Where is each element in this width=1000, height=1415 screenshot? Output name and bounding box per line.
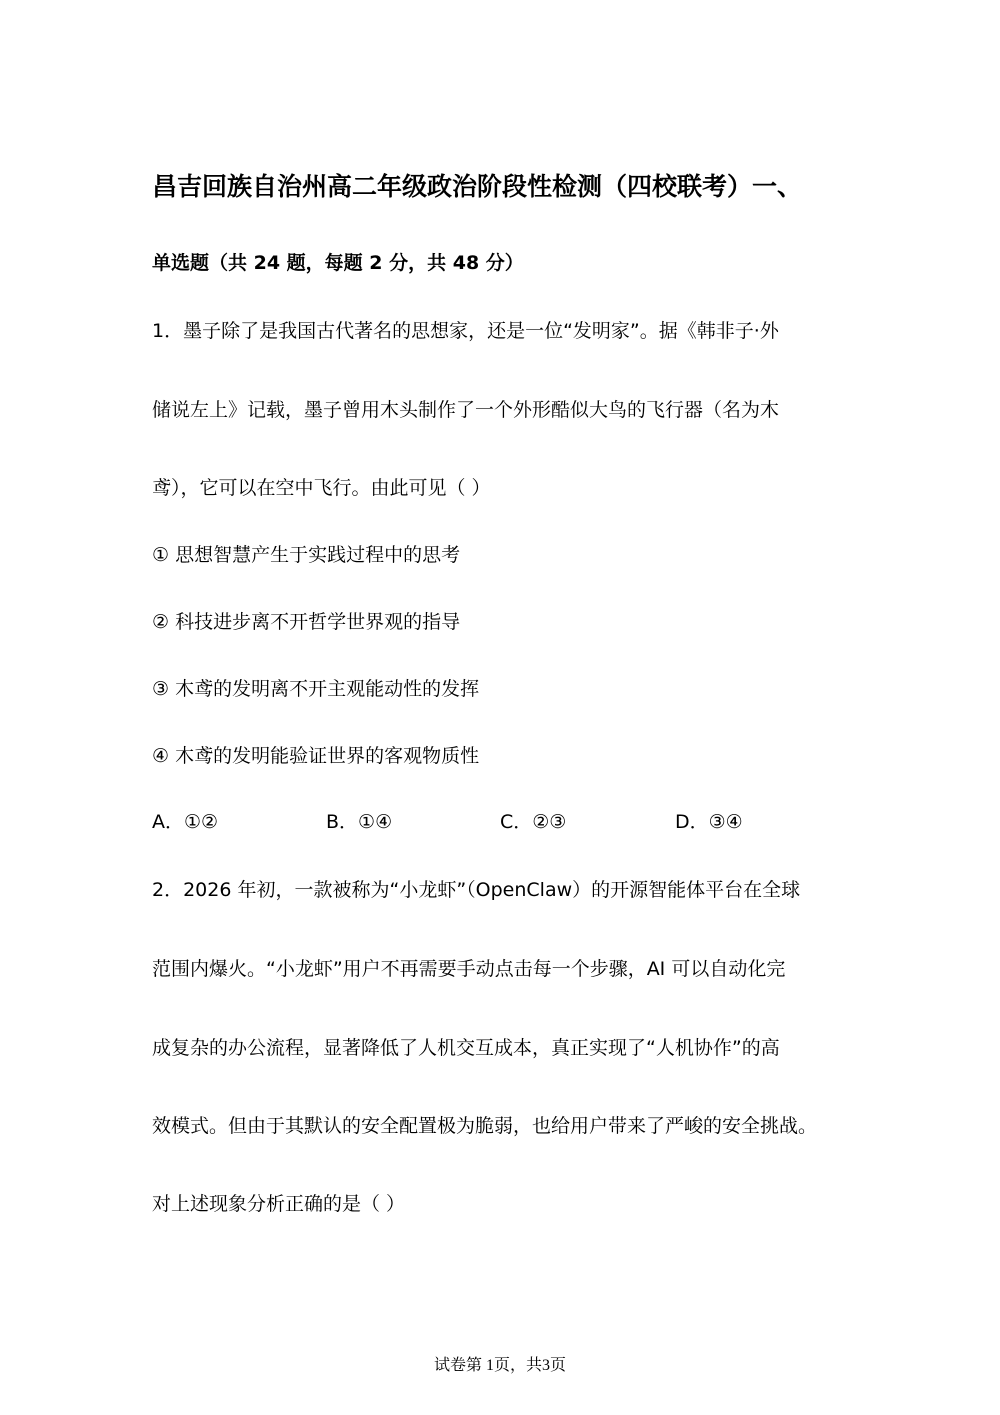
question-2-line-4: 效模式。但由于其默认的安全配置极为脆弱，也给用户带来了严峻的安全挑战。 [152, 1115, 818, 1137]
question-1-statement-2: ② 科技进步离不开哲学世界观的指导 [152, 611, 461, 633]
question-1-line-1: 1．墨子除了是我国古代著名的思想家，还是一位“发明家”。据《韩非子·外 [152, 320, 779, 342]
question-1-option-b: B．①④ [326, 811, 393, 833]
exam-title: 昌吉回族自治州高二年级政治阶段性检测（四校联考）一、 [152, 172, 803, 201]
page-footer: 试卷第 1页，共3页 [433, 1357, 566, 1374]
question-1-option-a: A．①② [152, 811, 219, 833]
question-1-statement-1: ① 思想智慧产生于实践过程中的思考 [152, 544, 461, 566]
question-2-line-2: 范围内爆火。“小龙虾”用户不再需要手动点击每一个步骤，AI 可以自动化完 [152, 958, 786, 980]
question-2-line-1: 2．2026 年初，一款被称为“小龙虾”（OpenClaw）的开源智能体平台在全球 [152, 879, 801, 901]
question-1-option-d: D．③④ [675, 811, 743, 833]
section-heading: 单选题（共 24 题，每题 2 分，共 48 分） [152, 252, 524, 274]
question-1-line-3: 鸢），它可以在空中飞行。由此可见（ ） [152, 477, 491, 499]
question-2-line-5: 对上述现象分析正确的是（ ） [152, 1193, 406, 1215]
question-1-statement-4: ④ 木鸢的发明能验证世界的客观物质性 [152, 745, 480, 767]
question-1-line-2: 储说左上》记载，墨子曾用木头制作了一个外形酷似大鸟的飞行器（名为木 [152, 399, 780, 421]
question-1-statement-3: ③ 木鸢的发明离不开主观能动性的发挥 [152, 678, 480, 700]
question-2-line-3: 成复杂的办公流程，显著降低了人机交互成本，真正实现了“人机协作”的高 [152, 1037, 780, 1059]
question-1-option-c: C．②③ [500, 811, 567, 833]
